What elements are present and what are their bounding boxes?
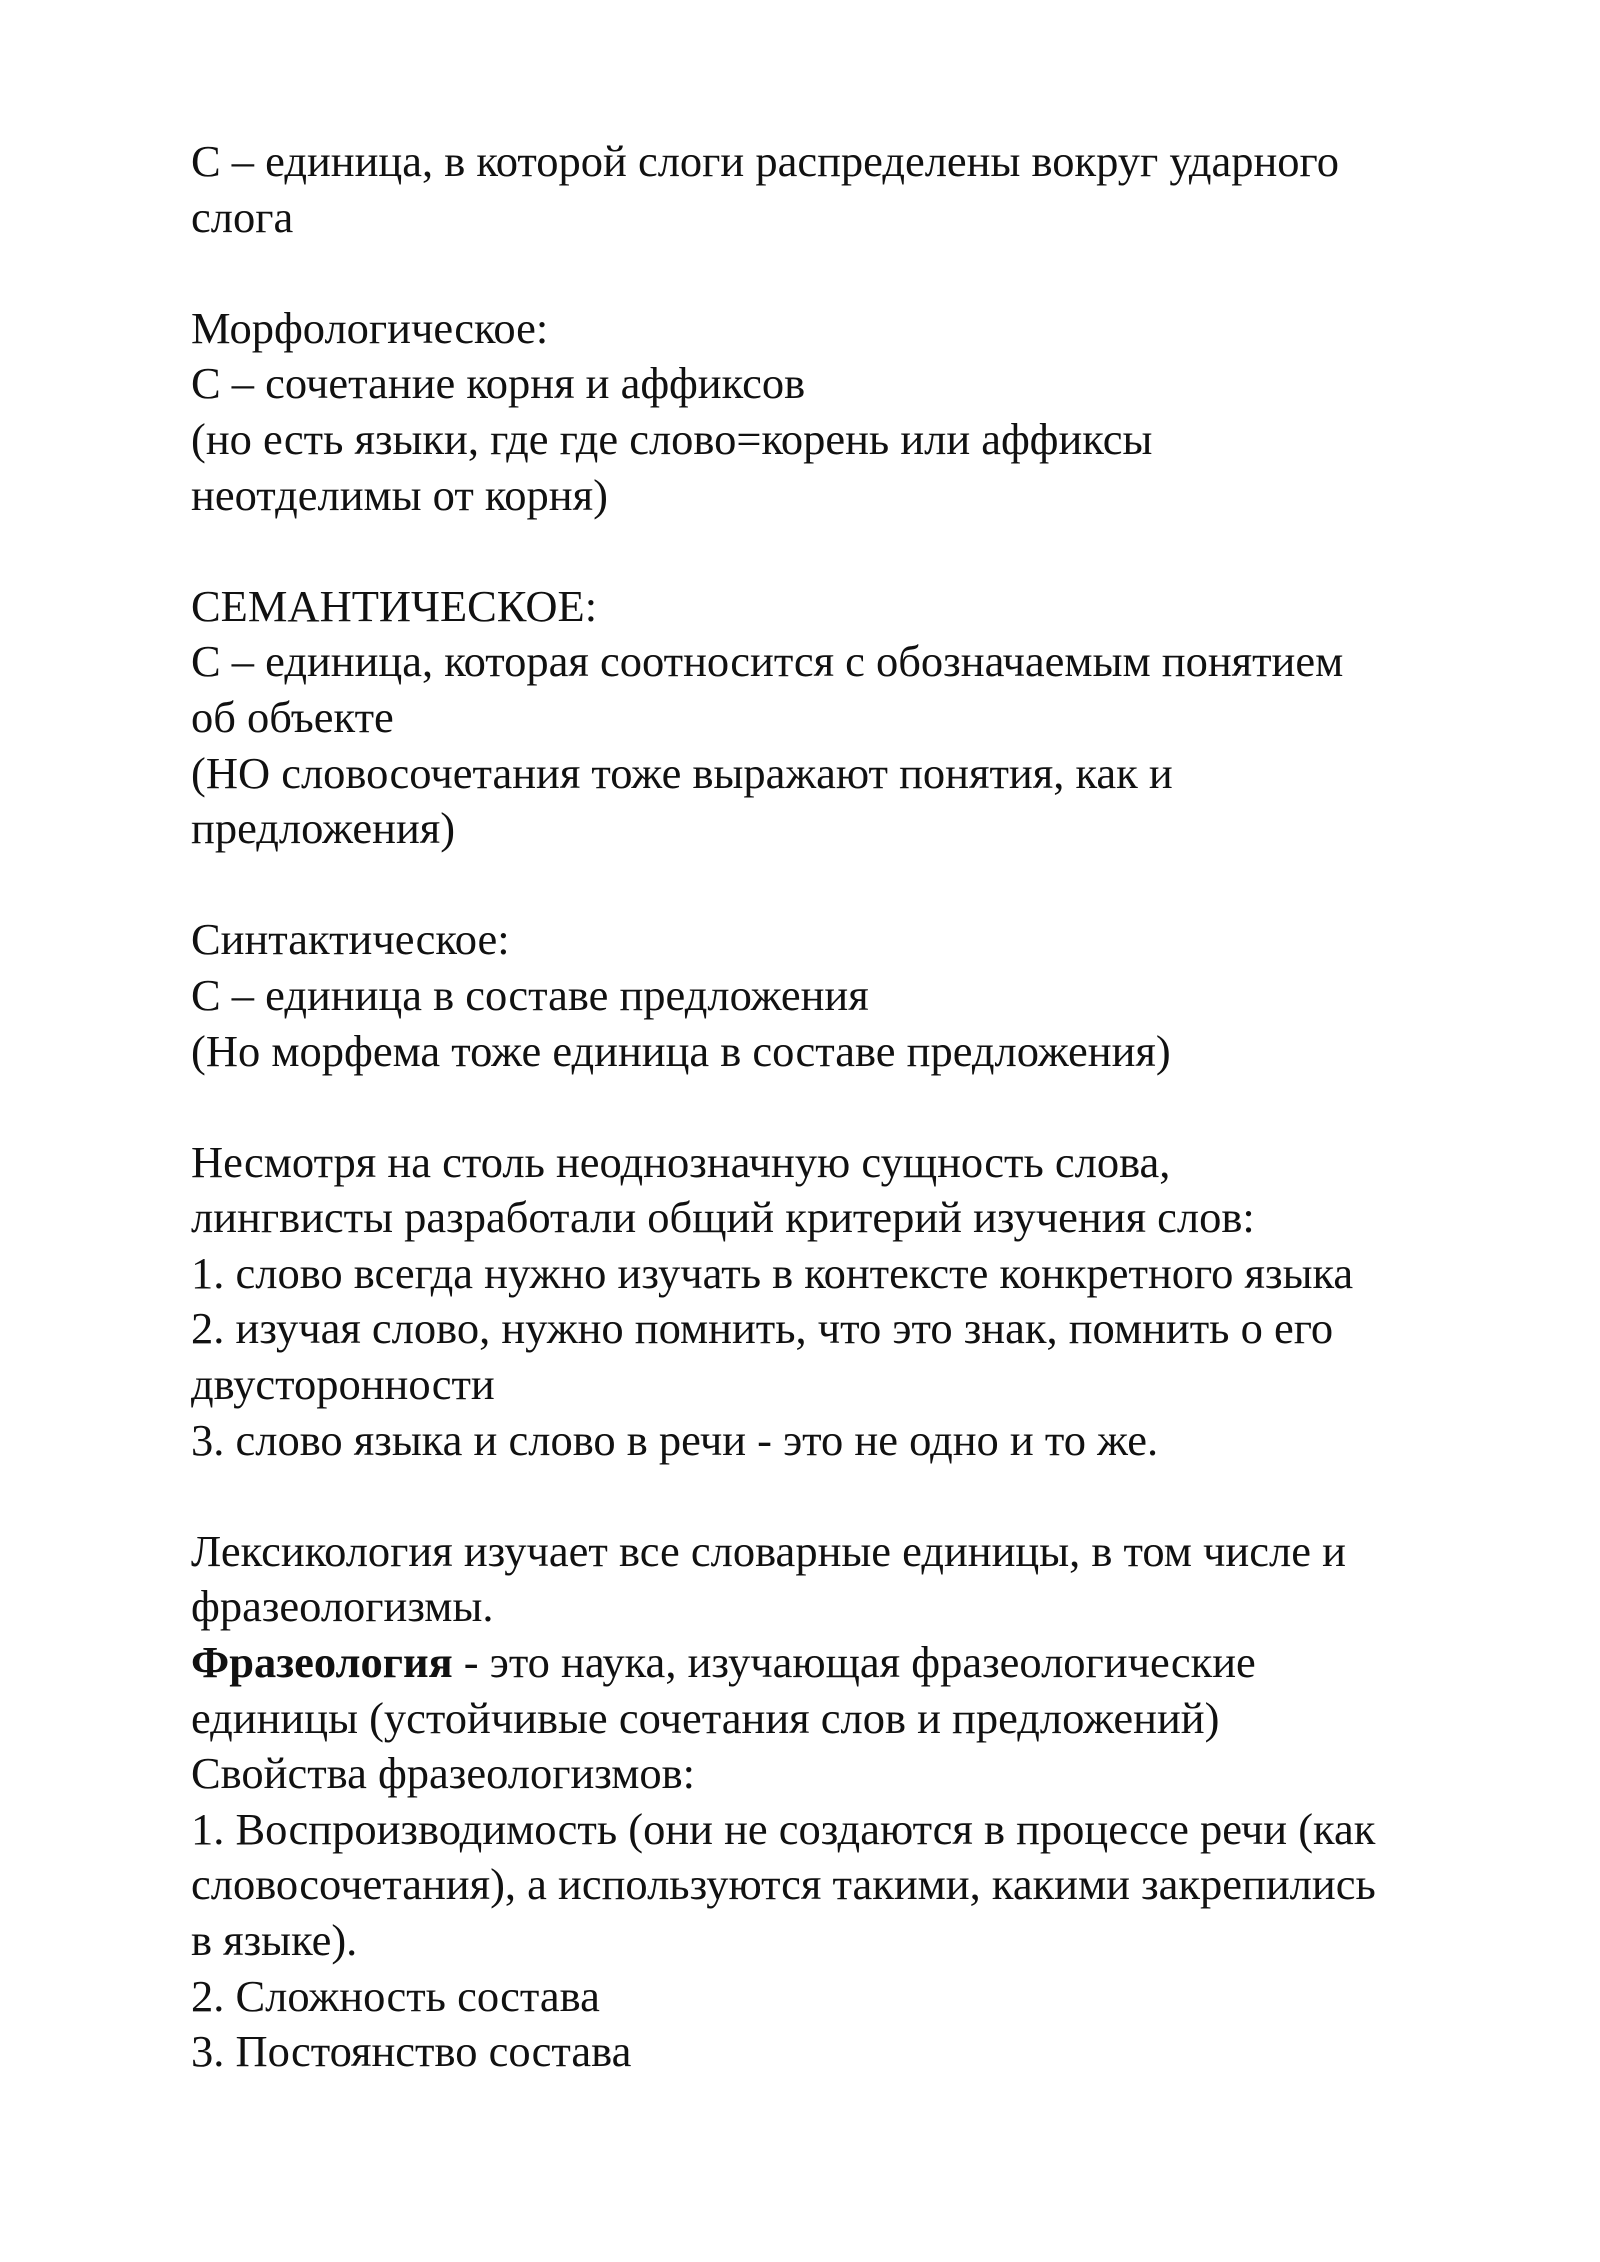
- list-item: 2. изучая слово, нужно помнить, что это знак, помнить о его: [191, 1303, 1334, 1354]
- document-page: [191, 134, 1531, 2080]
- text-line: (Но морфема тоже единица в составе предложения): [191, 1025, 1171, 1076]
- text-line: предложения): [191, 803, 456, 854]
- list-item: 1. слово всегда нужно изучать в контексте конкретного языка: [191, 1247, 1354, 1298]
- text-line: неотделимы от корня): [191, 469, 608, 520]
- text-line: (НО словосочетания тоже выражают понятия, как и: [191, 747, 1173, 798]
- paragraph-spacer: [191, 245, 1531, 301]
- paragraph-spacer: [191, 1468, 1531, 1524]
- list-item: 2. Сложность состава: [191, 1970, 600, 2021]
- paragraph-syntactic: [191, 912, 1531, 1079]
- paragraph-phraseology: [191, 1524, 1531, 2080]
- text-line: Лексикология изучает все словарные единицы, в том числе и: [191, 1525, 1346, 1576]
- paragraph-spacer: [191, 523, 1531, 579]
- paragraph-spacer: [191, 857, 1531, 913]
- paragraph-morphological: [191, 301, 1531, 523]
- properties-heading: Свойства фразеологизмов:: [191, 1748, 696, 1799]
- section-heading: Синтактическое:: [191, 914, 510, 965]
- list-item: 3. слово языка и слово в речи - это не одно и то же.: [191, 1414, 1159, 1465]
- paragraph-semantic: [191, 579, 1531, 857]
- list-item-continuation: двусторонности: [191, 1359, 495, 1410]
- paragraph-phonetic-definition: [191, 134, 1531, 245]
- text-line: фразеологизмы.: [191, 1581, 494, 1632]
- list-item: 1. Воспроизводимость (они не создаются в процессе речи (как: [191, 1803, 1376, 1854]
- paragraph-spacer: [191, 1079, 1531, 1135]
- text-line: С – единица, в которой слоги распределены вокруг ударного: [191, 136, 1339, 186]
- definition-line: [191, 1635, 1531, 1691]
- text-line: об объекте: [191, 691, 394, 742]
- text-line: слога: [191, 191, 294, 242]
- text-line: (но есть языки, где где слово=корень или аффиксы: [191, 413, 1153, 464]
- list-item: 3. Постоянство состава: [191, 2026, 632, 2077]
- text-line: С – единица, которая соотносится с обозначаемым понятием: [191, 636, 1344, 687]
- text-line: единицы (устойчивые сочетания слов и предложений): [191, 1692, 1220, 1743]
- section-heading: Морфологическое:: [191, 302, 549, 353]
- list-item-continuation: в языке).: [191, 1915, 358, 1965]
- definition-text: - это наука, изучающая фразеологические: [452, 1637, 1256, 1688]
- text-line: лингвисты разработали общий критерий изучения слов:: [191, 1192, 1255, 1243]
- list-item-continuation: словосочетания), а используются такими, какими закрепились: [191, 1859, 1376, 1910]
- text-line: С – единица в составе предложения: [191, 969, 869, 1020]
- section-heading: СЕМАНТИЧЕСКОЕ:: [191, 580, 598, 631]
- text-line: Несмотря на столь неоднозначную сущность слова,: [191, 1136, 1171, 1187]
- paragraph-criteria: [191, 1135, 1531, 1469]
- definition-term: Фразеология: [191, 1637, 453, 1688]
- text-line: С – сочетание корня и аффиксов: [191, 358, 806, 409]
